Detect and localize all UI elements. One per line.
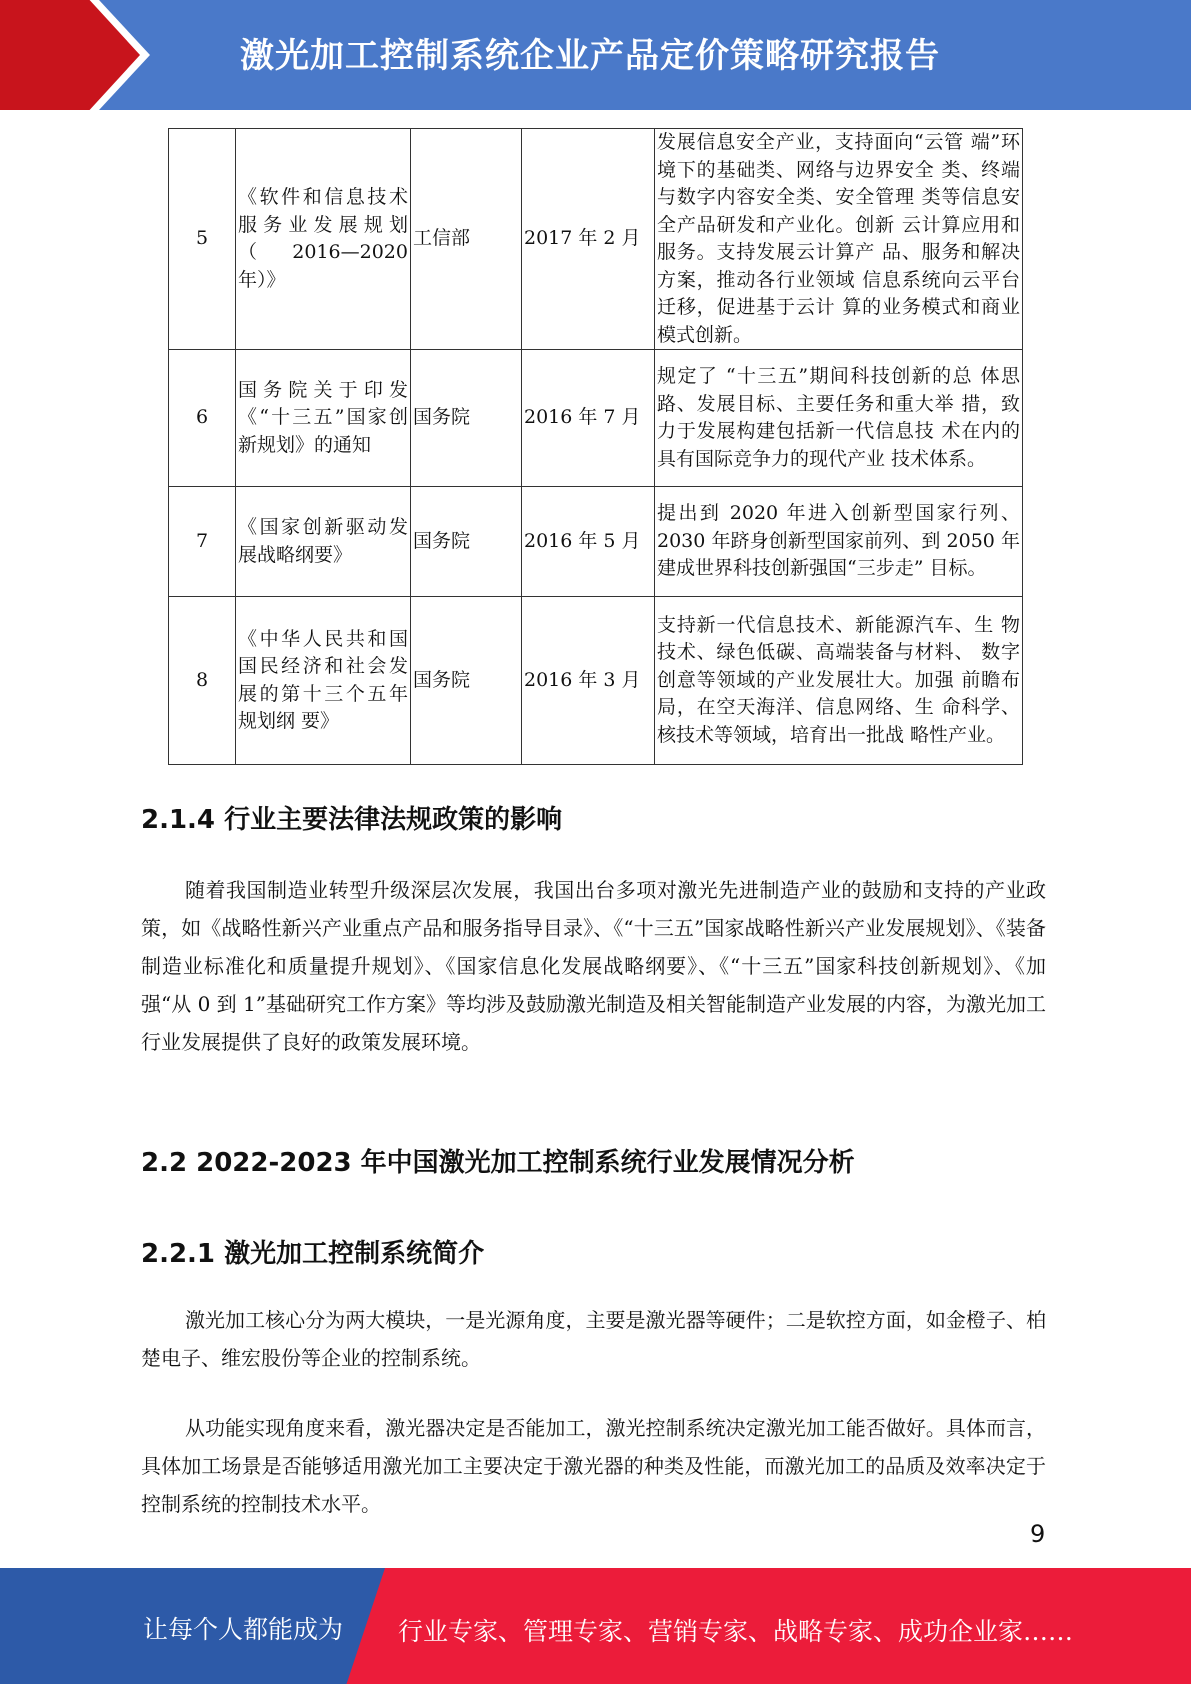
policy-name: 《软件和信息技术服务业发展规划（2016—2020年）》: [236, 129, 411, 350]
row-number: 7: [169, 487, 236, 597]
issue-date: 2016 年 7 月: [522, 350, 655, 487]
policy-table: [168, 128, 1023, 765]
row-number: 8: [169, 597, 236, 765]
issuing-department: 国务院: [411, 350, 522, 487]
issuing-department: 国务院: [411, 487, 522, 597]
policy-description: 发展信息安全产业，支持面向“云管 端”环境下的基础类、网络与边界安全 类、终端与数字内容安全类、安全管理 类等信息安全产品研发和产业化。创新 云计算应用和服务。支持发展云计算产 品、服务和解决方案，推动各行业领域 信息系统向云平台迁移，促进基于云计 算的业务模式和商业模式创新。: [655, 129, 1023, 350]
footer-slogan-left: 让每个人都能成为: [143, 1615, 344, 1644]
policy-description: 规定了 “十三五”期间科技创新的总 体思路、发展目标、主要任务和重大举 措，致力于发展构建包括新一代信息技 术在内的具有国际竞争力的现代产业 技术体系。: [655, 350, 1023, 487]
table-row: [169, 597, 1023, 765]
section-heading: 2.2 2022-2023 年中国激光加工控制系统行业发展情况分析: [141, 1148, 855, 1178]
issue-date: 2017 年 2 月: [522, 129, 655, 350]
issuing-department: 国务院: [411, 597, 522, 765]
body-paragraph: 从功能实现角度来看，激光器决定是否能加工，激光控制系统决定激光加工能否做好。具体而言，具体加工场景是否能够适用激光加工主要决定于激光器的种类及性能，而激光加工的品质及效率决定于控制系统的控制技术水平。: [141, 1416, 1046, 1516]
policy-name: 国务院关于印发《“十三五”国家创新规划》的通知: [236, 350, 411, 487]
policy-name: 《中华人民共和国国民经济和社会发展的第十三个五年规划纲 要》: [236, 597, 411, 765]
issuing-department: 工信部: [411, 129, 522, 350]
header-chevron-red: [0, 0, 140, 110]
table-row: [169, 129, 1023, 350]
body-paragraph: 激光加工核心分为两大模块，一是光源角度，主要是激光器等硬件；二是软控方面，如金橙子、柏楚电子、维宏股份等企业的控制系统。: [141, 1308, 1046, 1370]
table-row: [169, 487, 1023, 597]
page-number: 9: [1030, 1520, 1046, 1548]
footer-slogan-right: 行业专家、管理专家、营销专家、战略专家、成功企业家……: [398, 1617, 1074, 1646]
section-heading: 2.1.4 行业主要法律法规政策的影响: [141, 805, 563, 835]
report-title: 激光加工控制系统企业产品定价策略研究报告: [240, 36, 940, 76]
row-number: 5: [169, 129, 236, 350]
policy-description: 支持新一代信息技术、新能源汽车、生 物技术、绿色低碳、高端装备与材料、 数字创意等领域的产业发展壮大。加强 前瞻布局，在空天海洋、信息网络、生 命科学、核技术等领域，培育出一批战 略性产业。: [655, 597, 1023, 765]
table-row: [169, 350, 1023, 487]
section-heading: 2.2.1 激光加工控制系统简介: [141, 1239, 485, 1269]
header-banner: [0, 0, 1191, 110]
policy-name: 《国家创新驱动发展战略纲要》: [236, 487, 411, 597]
policy-description: 提出到 2020 年进入创新型国家行列、2030 年跻身创新型国家前列、到 2050 年建成世界科技创新强国“三步走” 目标。: [655, 487, 1023, 597]
row-number: 6: [169, 350, 236, 487]
issue-date: 2016 年 5 月: [522, 487, 655, 597]
body-paragraph: 随着我国制造业转型升级深层次发展，我国出台多项对激光先进制造产业的鼓励和支持的产业政策，如《战略性新兴产业重点产品和服务指导目录》、《“十三五”国家战略性新兴产业发展规划》、《装备制造业标准化和质量提升规划》、《国家信息化发展战略纲要》、《“十三五”国家科技创新规划》、《加强“从 0 到 1”基础研究工作方案》等均涉及鼓励激光制造及相关智能制造产业发展的内容，为激光加工行业发展提供了良好的政策发展环境。: [141, 878, 1046, 1054]
footer-banner: [0, 1568, 1191, 1684]
issue-date: 2016 年 3 月: [522, 597, 655, 765]
